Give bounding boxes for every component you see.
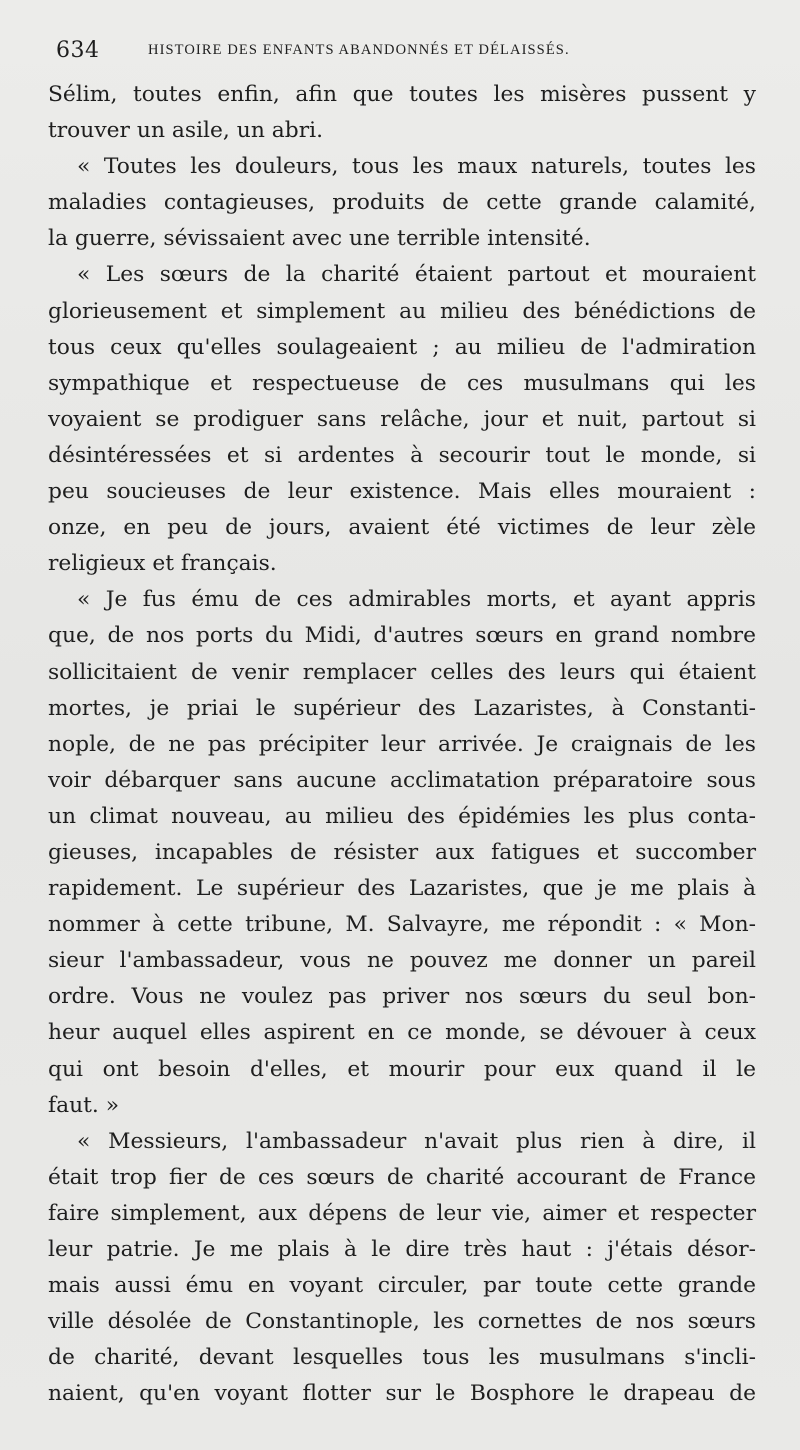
text-line: la guerre, sévissaient avec une terrible intensité. [48,226,591,252]
paragraph [48,582,756,1123]
text-line: ville désolée de Constantinople, les cornettes de nos sœurs [48,1309,756,1335]
text-line: « Toutes les douleurs, tous les maux naturels, toutes les [77,154,756,180]
text-line: onze, en peu de jours, avaient été victimes de leur zèle [48,515,756,541]
text-line: nople, de ne pas précipiter leur arrivée. Je craignais de les [48,731,756,757]
text-line: que, de nos ports du Midi, d'autres sœurs en grand nombre [48,623,756,649]
body-text [48,77,756,1412]
text-line: sieur l'ambassadeur, vous ne pouvez me donner un pareil [48,948,756,974]
text-line: « Messieurs, l'ambassadeur n'avait plus rien à dire, il [77,1128,756,1154]
paragraph [48,77,756,149]
page-number: 634 [56,38,100,63]
running-title: HISTOIRE DES ENFANTS ABANDONNÉS ET DÉLAISSÉS. [148,42,570,58]
paragraph [48,1124,756,1413]
text-line: leur patrie. Je me plais à le dire très haut : j'étais désor- [48,1237,756,1262]
page-header [48,36,760,66]
text-line: mortes, je priai le supérieur des Lazaristes, à Constanti- [48,695,756,721]
paragraph [48,257,756,582]
text-line: trouver un asile, un abri. [48,118,324,144]
text-line: Sélim, toutes enfin, afin que toutes les misères pussent y [48,82,756,107]
text-line: était trop fier de ces sœurs de charité accourant de France [48,1164,756,1190]
text-line: de charité, devant lesquelles tous les musulmans s'incli- [48,1345,756,1371]
text-line: maladies contagieuses, produits de cette grande calamité, [48,190,756,216]
text-line: « Les sœurs de la charité étaient partout et mouraient [77,262,756,288]
text-line: religieux et français. [48,551,277,577]
text-line: tous ceux qu'elles soulageaient ; au milieu de l'admiration [48,334,756,360]
text-line: peu soucieuses de leur existence. Mais elles mouraient : [48,479,756,505]
text-line: mais aussi ému en voyant circuler, par toute cette grande [48,1273,756,1299]
text-line: voyaient se prodiguer sans relâche, jour et nuit, partout si [48,406,756,432]
text-line: « Je fus ému de ces admirables morts, et ayant appris [77,587,756,613]
text-line: ordre. Vous ne voulez pas priver nos sœurs du seul bon- [48,984,756,1010]
text-line: sympathique et respectueuse de ces musulmans qui les [48,370,756,396]
text-line: voir débarquer sans aucune acclimatation préparatoire sous [48,767,756,793]
text-line: sollicitaient de venir remplacer celles des leurs qui étaient [48,659,756,685]
text-line: rapidement. Le supérieur des Lazaristes, que je me plais à [48,876,756,902]
text-line: gieuses, incapables de résister aux fatigues et succomber [48,839,756,865]
text-line: un climat nouveau, au milieu des épidémies les plus conta- [48,803,756,829]
text-line: désintéressées et si ardentes à secourir tout le monde, si [48,442,756,468]
text-line: heur auquel elles aspirent en ce monde, se dévouer à ceux [48,1020,756,1046]
text-line: glorieusement et simplement au milieu des bénédictions de [48,298,756,324]
text-line: nommer à cette tribune, M. Salvayre, me répondit : « Mon- [48,912,756,938]
text-line: naient, qu'en voyant flotter sur le Bosphore le drapeau de [48,1381,756,1407]
text-line: qui ont besoin d'elles, et mourir pour eux quand il le [48,1056,756,1082]
text-line: faire simplement, aux dépens de leur vie, aimer et respecter [48,1200,756,1226]
paragraph [48,149,756,257]
text-line: faut. » [48,1092,120,1118]
